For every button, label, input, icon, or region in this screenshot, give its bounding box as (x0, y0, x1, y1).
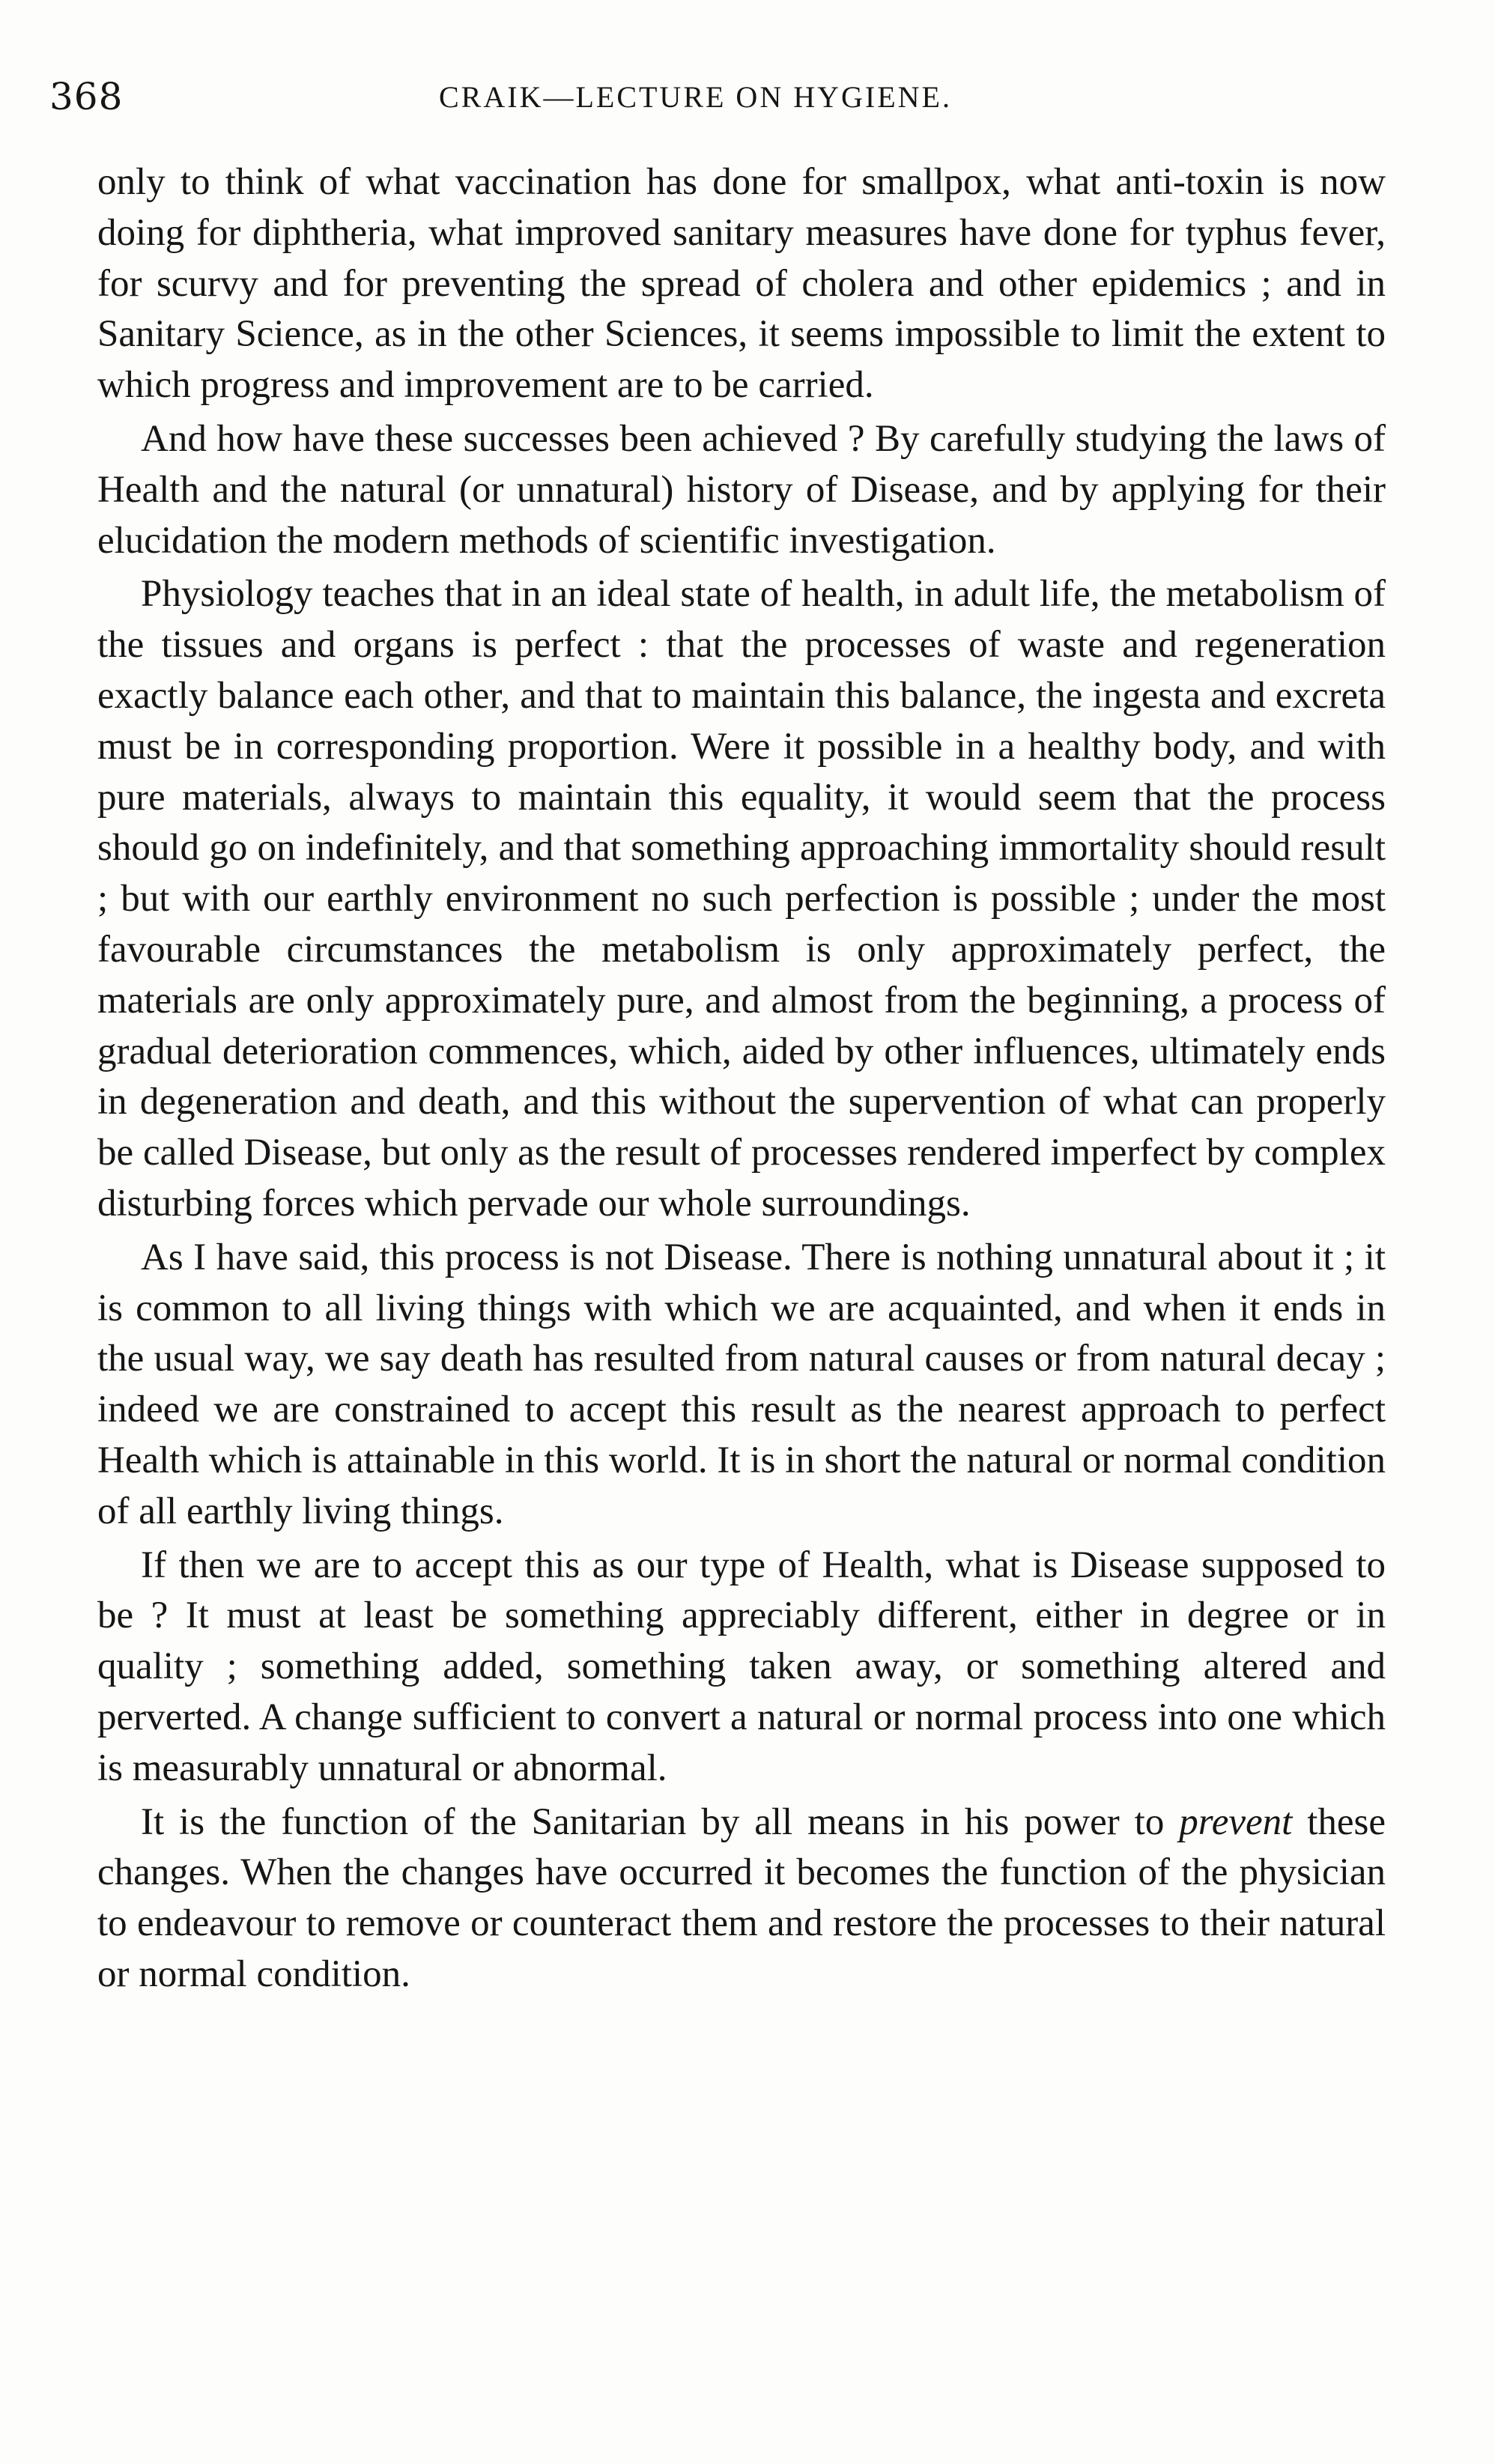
paragraph-successes: And how have these successes been achieved ? By carefully studying the laws of Health and the natural (or unnatural) history of Disease, and by applying for their elucidation the modern methods of scientific investigation. (97, 417, 1386, 562)
running-head (49, 75, 1398, 120)
running-title: CRAIK—LECTURE ON HYGIENE. (439, 80, 952, 114)
emphasis-prevent: prevent (1179, 1800, 1293, 1843)
body-text (97, 157, 1386, 2003)
paragraph-type-of-health: If then we are to accept this as our type of Health, what is Disease supposed to be ? It must at least be something appreciably different, either in degree or in quality ; something added, something taken away, or something altered and perverted. A change sufficient to convert a natural or normal process into one which is measurably unnatural or abnormal. (97, 1544, 1386, 1789)
paragraph-physiology: Physiology teaches that in an ideal state of health, in adult life, the metabolism of the tissues and organs is perfect : that the processes of waste and regeneration exactly balance each other, and that to maintain this balance, the ingesta and excreta must be in corresponding proportion. Were it possible in a healthy body, and with pure materials, always to maintain this equality, it would seem that the process should go on indefinitely, and that something approaching immortality should result ; but with our earthly environment no such perfection is possible ; under the most favourable circumstances the metabolism is only approximately perfect, the materials are only approximately pure, and almost from the beginning, a process of gradual deterioration commences, which, aided by other influences, ultimately ends in degeneration and death, and this without the supervention of what can properly be called Disease, but only as the result of processes rendered imperfect by complex disturbing forces which pervade our whole surroundings. (97, 573, 1386, 1225)
paragraph-sanitarian-start: It is the function of the Sanitarian by all means in his power to (141, 1800, 1180, 1843)
paragraph-not-disease: As I have said, this process is not Disease. There is nothing unnatural about it ; it is common to all living things with which we are acquainted, and when it ends in the usual way, we say death has resulted from natural causes or from natural decay ; indeed we are constrained to accept this result as the nearest approach to perfect Health which is attainable in this world. It is in short the natural or normal condition of all earthly living things. (97, 1236, 1386, 1532)
page-number: 368 (49, 75, 124, 118)
paragraph-sanitarian-end: these changes. When the changes have occurred it becomes the function of the physician to endeavour to remove or counteract them and restore the processes to their natural or normal condition. (97, 1800, 1386, 1995)
paragraph-sanitarian (97, 1797, 1386, 2000)
paragraph-vaccination: only to think of what vaccination has done for smallpox, what anti-toxin is now doing for diphtheria, what improved sanitary measures have done for typhus fever, for scurvy and for preventing the spread of cholera and other epidemics ; and in Sanitary Science, as in the other Sciences, it seems impossible to limit the extent to which progress and improvement are to be carried. (97, 161, 1386, 407)
